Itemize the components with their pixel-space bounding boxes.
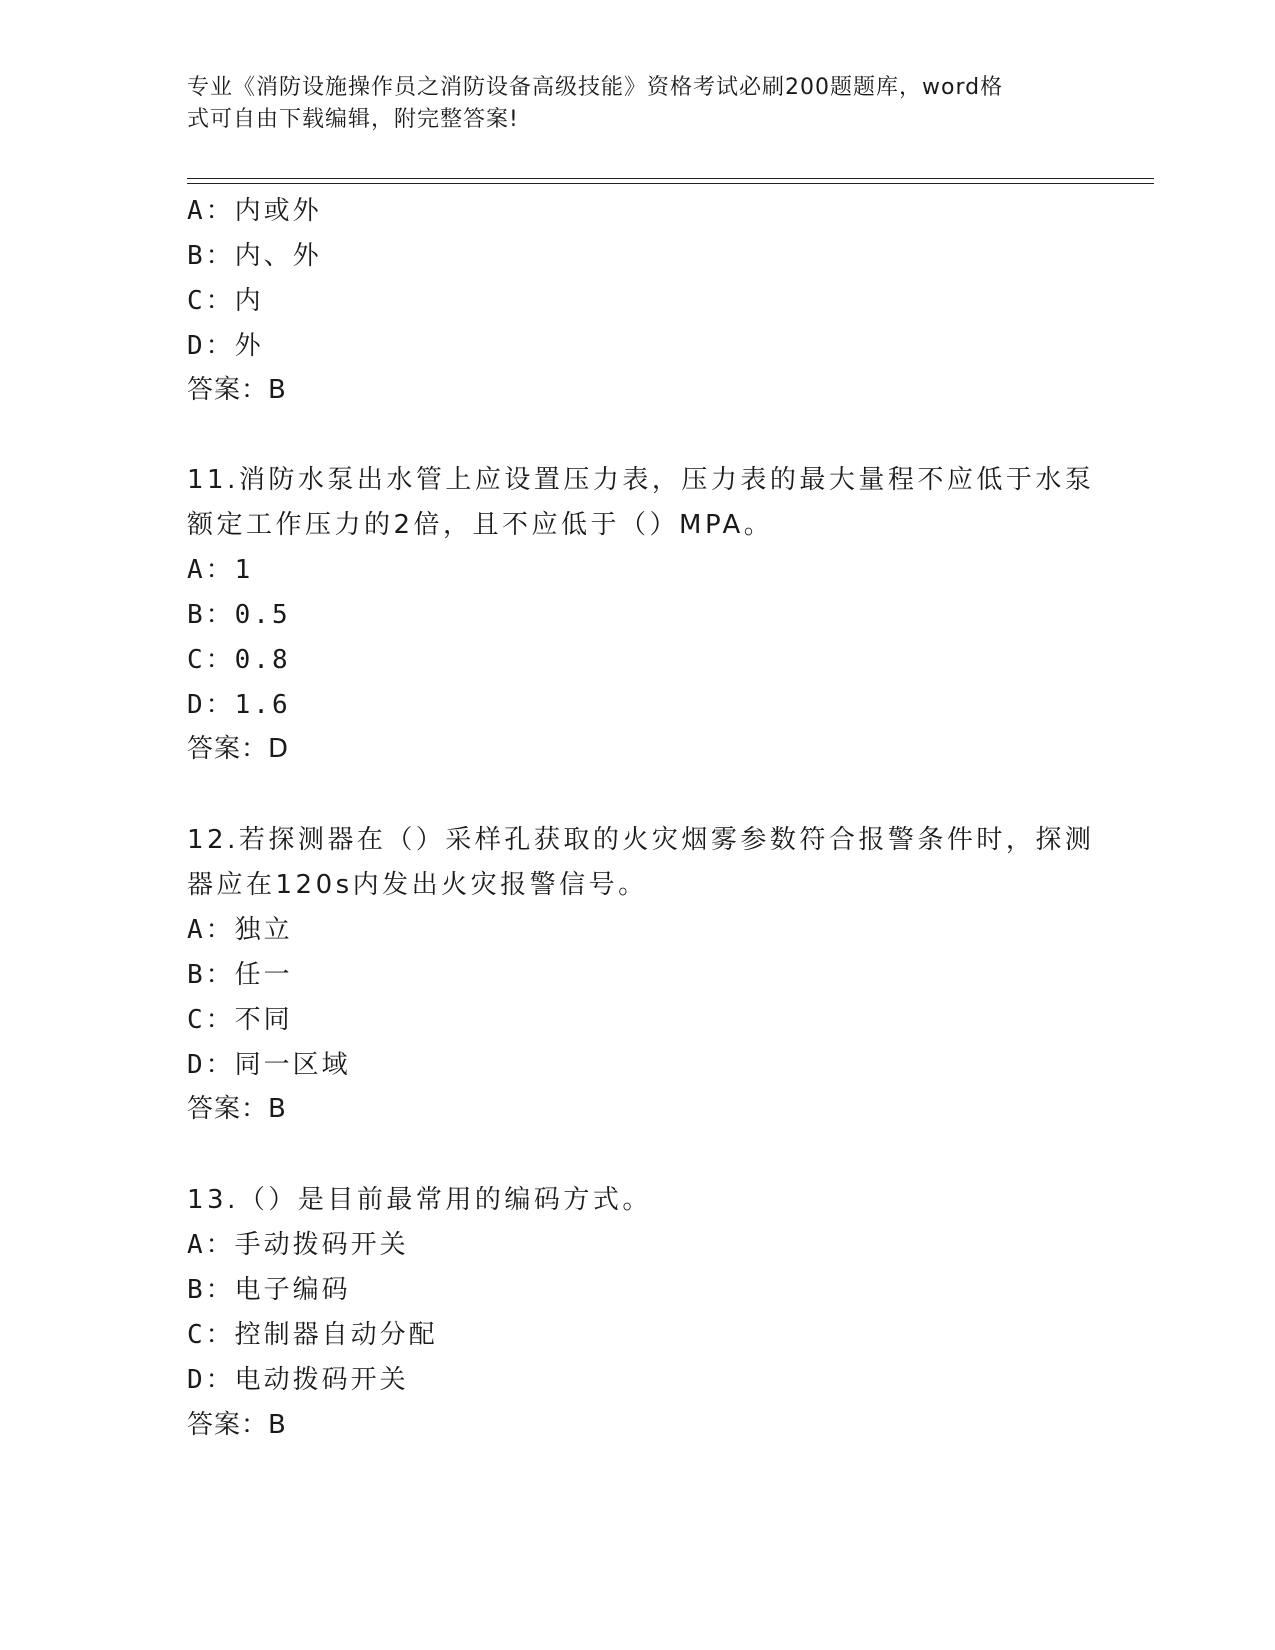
q10-answer: 答案：B: [187, 375, 287, 405]
q10-option-d: D：外: [187, 331, 264, 361]
q13-option-d: D：电动拨码开关: [187, 1365, 409, 1395]
q13-answer: 答案：B: [187, 1410, 287, 1440]
q13-question-line-1: 13.（）是目前最常用的编码方式。: [187, 1185, 652, 1215]
q12-answer: 答案：B: [187, 1094, 287, 1124]
q11-question-line-1: 11.消防水泵出水管上应设置压力表，压力表的最大量程不应低于水泵: [187, 465, 1095, 495]
header-rule-bottom: [187, 183, 1154, 184]
q11-option-d: D：1.6: [187, 690, 291, 720]
q12-option-a: A：独立: [187, 915, 293, 945]
q11-option-c: C：0.8: [187, 645, 291, 675]
q13-option-c: C：控制器自动分配: [187, 1320, 438, 1350]
q12-question-line-2: 器应在120s内发出火灾报警信号。: [187, 870, 648, 900]
header-rule-top: [187, 178, 1154, 179]
q11-option-a: A：1: [187, 555, 254, 585]
q12-question-line-1: 12.若探测器在（）采样孔获取的火灾烟雾参数符合报警条件时，探测: [187, 825, 1095, 855]
q11-question-line-2: 额定工作压力的2倍，且不应低于（）MPA。: [187, 510, 774, 540]
q12-option-b: B：任一: [187, 960, 293, 990]
q11-answer: 答案：D: [187, 734, 290, 764]
q10-option-b: B：内、外: [187, 241, 322, 271]
q11-option-b: B：0.5: [187, 600, 291, 630]
header-line-2: 式可自由下载编辑，附完整答案!: [187, 107, 519, 132]
q10-option-c: C：内: [187, 286, 264, 316]
q10-option-a: A：内或外: [187, 196, 322, 226]
header-line-1: 专业《消防设施操作员之消防设备高级技能》资格考试必刷200题题库，word格: [187, 75, 1004, 100]
document-header: [187, 72, 1067, 136]
q12-option-c: C：不同: [187, 1005, 293, 1035]
q12-option-d: D：同一区域: [187, 1050, 351, 1080]
q13-option-a: A：手动拨码开关: [187, 1230, 409, 1260]
q13-option-b: B：电子编码: [187, 1275, 351, 1305]
